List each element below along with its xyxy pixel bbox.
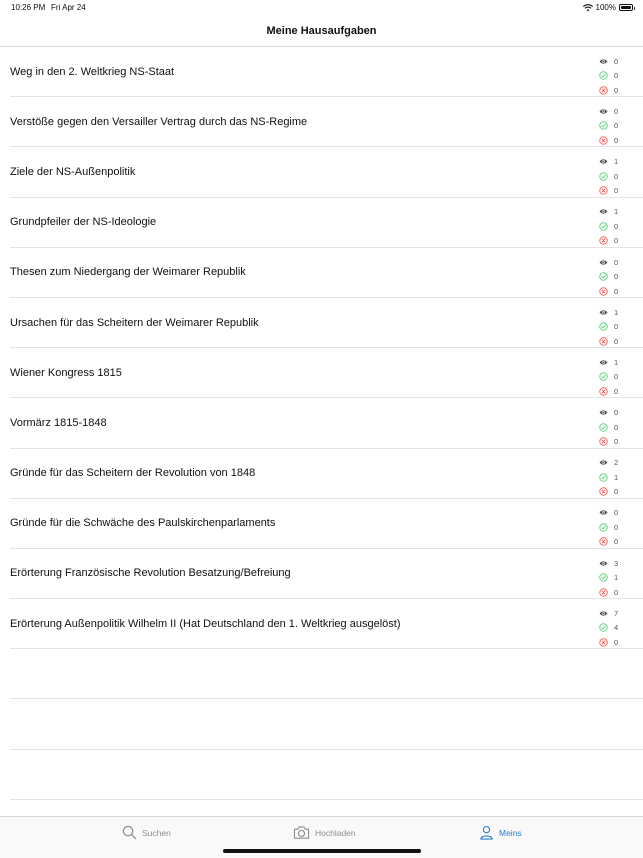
status-date: Fri Apr 24 [51,3,86,12]
home-indicator [223,849,421,853]
tab-search-label: Suchen [142,827,171,838]
x-circle-icon [599,86,608,95]
wrong-count: 0 [614,85,619,95]
homework-stats [599,556,639,600]
page-title: Meine Hausaufgaben [266,24,377,37]
eye-icon [599,559,608,568]
homework-title: Ursachen für das Scheitern der Weimarer Republik [10,316,259,329]
correct-stat [599,420,639,435]
wrong-stat [599,334,639,349]
homework-title: Ziele der NS-Außenpolitik [10,165,136,178]
homework-stats [599,456,639,500]
homework-stats [599,606,639,650]
x-circle-icon [599,136,608,145]
navigation-bar [0,15,643,47]
homework-row[interactable] [10,599,643,649]
correct-count: 0 [614,171,619,181]
eye-icon [599,508,608,517]
correct-stat [599,621,639,636]
homework-title: Gründe für das Scheitern der Revolution von 1848 [10,467,256,480]
wrong-count: 0 [614,437,619,447]
views-count: 3 [614,558,619,568]
correct-stat [599,520,639,535]
views-count: 1 [614,307,619,317]
search-icon [122,825,137,840]
check-circle-icon [599,423,608,432]
correct-count: 0 [614,422,619,432]
homework-row[interactable] [10,449,643,499]
wrong-stat [599,635,639,650]
wrong-stat [599,183,639,198]
wrong-stat [599,133,639,148]
wrong-count: 0 [614,336,619,346]
views-stat [599,506,639,521]
wrong-stat [599,384,639,399]
views-stat [599,405,639,420]
wrong-stat [599,434,639,449]
correct-count: 1 [614,472,619,482]
camera-icon [293,825,310,840]
status-right [583,3,633,12]
correct-count: 0 [614,121,619,131]
homework-row[interactable] [10,298,643,348]
views-stat [599,104,639,119]
x-circle-icon [599,437,608,446]
correct-stat [599,119,639,134]
homework-row[interactable] [10,248,643,298]
homework-title: Thesen zum Niedergang der Weimarer Republik [10,266,246,279]
x-circle-icon [599,588,608,597]
eye-icon [599,107,608,116]
empty-row [10,649,643,699]
views-stat [599,255,639,270]
check-circle-icon [599,372,608,381]
wrong-count: 0 [614,286,619,296]
homework-stats [599,54,639,98]
battery-icon [619,4,633,11]
empty-row [10,750,643,800]
homework-stats [599,405,639,449]
views-count: 0 [614,508,619,518]
wrong-count: 0 [614,386,619,396]
correct-stat [599,169,639,184]
eye-icon [599,308,608,317]
homework-row[interactable] [10,47,643,97]
views-count: 2 [614,458,619,468]
views-stat [599,355,639,370]
person-icon [479,825,494,840]
tab-search[interactable] [122,825,171,840]
wrong-count: 0 [614,186,619,196]
views-count: 1 [614,157,619,167]
check-circle-icon [599,121,608,130]
check-circle-icon [599,71,608,80]
correct-count: 0 [614,71,619,81]
views-stat [599,154,639,169]
wrong-count: 0 [614,637,619,647]
homework-stats [599,205,639,249]
eye-icon [599,609,608,618]
homework-title: Gründe für die Schwäche des Paulskirchenparlaments [10,517,276,530]
correct-stat [599,269,639,284]
tab-upload-label: Hochladen [315,827,356,838]
wrong-count: 0 [614,487,619,497]
wrong-count: 0 [614,135,619,145]
views-stat [599,54,639,69]
homework-title: Verstöße gegen den Versailler Vertrag durch das NS-Regime [10,115,308,128]
views-stat [599,456,639,471]
views-count: 0 [614,56,619,66]
correct-count: 0 [614,322,619,332]
homework-row[interactable] [10,549,643,599]
homework-row[interactable] [10,499,643,549]
views-stat [599,305,639,320]
x-circle-icon [599,186,608,195]
homework-title: Erörterung Französische Revolution Besatzung/Befreiung [10,567,291,580]
correct-count: 0 [614,272,619,281]
wrong-stat [599,535,639,550]
homework-row[interactable] [10,198,643,248]
x-circle-icon [599,387,608,396]
correct-count: 1 [614,573,619,583]
homework-row[interactable] [10,147,643,197]
check-circle-icon [599,222,608,231]
homework-stats [599,506,639,550]
check-circle-icon [599,473,608,482]
homework-stats [599,305,639,349]
correct-stat [599,470,639,485]
correct-stat [599,219,639,234]
check-circle-icon [599,623,608,632]
homework-row[interactable] [10,398,643,448]
eye-icon [599,358,608,367]
correct-count: 4 [614,623,619,633]
homework-title: Grundpfeiler der NS-Ideologie [10,216,157,229]
homework-row[interactable] [10,97,643,147]
views-stat [599,205,639,220]
wrong-count: 0 [614,537,619,547]
status-time: 10:26 PM [11,3,46,12]
views-count: 1 [614,207,619,217]
homework-title: Erörterung Außenpolitik Wilhelm II (Hat Deutschland den 1. Weltkrieg ausgelöst) [10,617,401,630]
x-circle-icon [599,537,608,546]
views-count: 1 [614,357,619,367]
wrong-count: 0 [614,587,619,597]
x-circle-icon [599,236,608,245]
views-count: 0 [614,106,619,116]
x-circle-icon [599,487,608,496]
correct-count: 0 [614,372,619,382]
eye-icon [599,207,608,216]
correct-stat [599,370,639,385]
eye-icon [599,57,608,66]
x-circle-icon [599,638,608,647]
homework-title: Wiener Kongress 1815 [10,366,122,379]
wrong-stat [599,234,639,249]
homework-stats [599,355,639,399]
check-circle-icon [599,573,608,582]
correct-count: 0 [614,522,619,532]
wrong-count: 0 [614,236,619,246]
correct-stat [599,319,639,334]
wifi-icon [583,4,593,12]
wrong-stat [599,585,639,600]
views-stat [599,556,639,571]
views-stat [599,606,639,621]
tab-mine-label: Meins [499,827,522,838]
check-circle-icon [599,272,608,281]
wrong-stat [599,83,639,98]
check-circle-icon [599,322,608,331]
homework-stats [599,104,639,148]
correct-count: 0 [614,221,619,231]
views-count: 7 [614,608,619,618]
correct-stat [599,570,639,585]
tab-mine[interactable] [479,825,522,840]
eye-icon [599,458,608,467]
x-circle-icon [599,287,608,296]
eye-icon [599,408,608,417]
homework-row[interactable] [10,348,643,398]
eye-icon [599,157,608,166]
eye-icon [599,258,608,267]
views-count: 0 [614,408,619,418]
wrong-stat [599,485,639,500]
empty-row [10,699,643,749]
wrong-stat [599,284,639,299]
check-circle-icon [599,523,608,532]
homework-stats [599,255,639,299]
correct-stat [599,69,639,84]
homework-list [0,47,643,800]
check-circle-icon [599,172,608,181]
views-count: 0 [614,257,619,267]
homework-title: Vormärz 1815-1848 [10,416,107,429]
battery-percent: 100% [595,3,616,12]
homework-stats [599,154,639,198]
status-bar [0,0,643,15]
tab-upload[interactable] [293,825,356,840]
homework-title: Weg in den 2. Weltkrieg NS-Staat [10,65,175,78]
x-circle-icon [599,337,608,346]
